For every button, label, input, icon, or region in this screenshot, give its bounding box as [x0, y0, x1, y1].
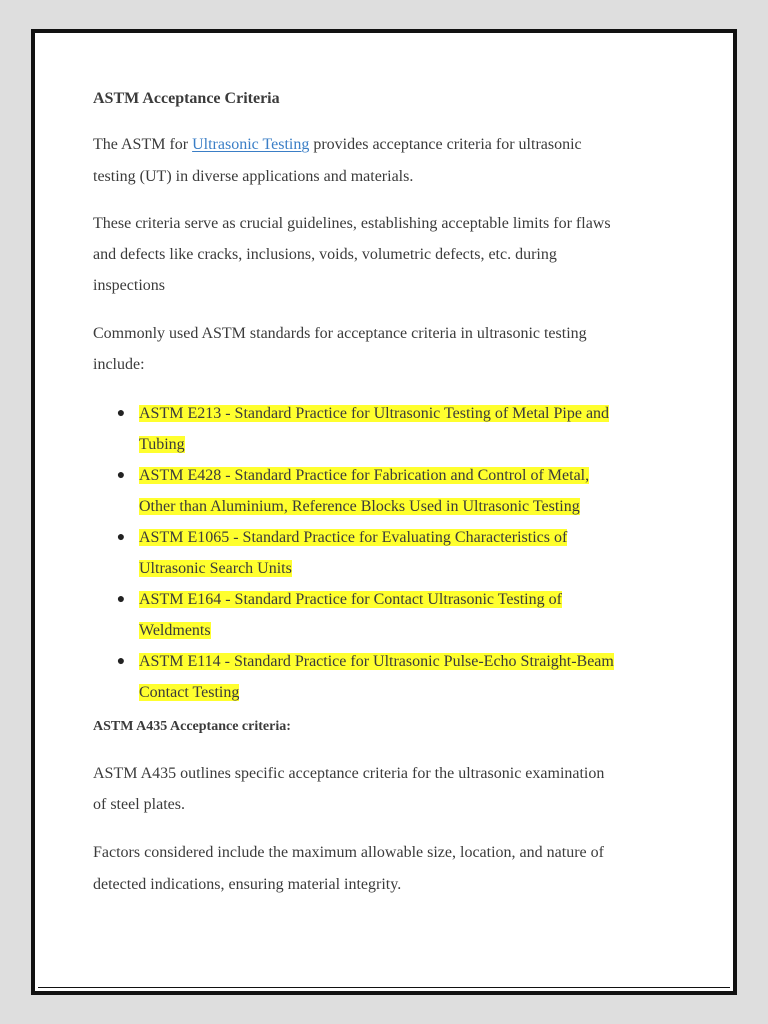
list-item-text: ASTM E114 - Standard Practice for Ultrasonic Pulse-Echo Straight-Beam: [139, 653, 614, 670]
common-standards-line-1: Commonly used ASTM standards for acceptance criteria in ultrasonic testing: [93, 325, 587, 342]
list-item-text: Weldments: [139, 622, 211, 639]
bullet-icon: ●: [116, 592, 126, 607]
criteria-line-3: inspections: [93, 277, 165, 294]
list-item-text: Other than Aluminium, Reference Blocks Used in Ultrasonic Testing: [139, 498, 580, 515]
list-item-line-2: [139, 615, 211, 646]
criteria-line-1: These criteria serve as crucial guidelines, establishing acceptable limits for flaws: [93, 215, 611, 232]
bullet-icon: ●: [116, 530, 126, 545]
list-item-text: Tubing: [139, 436, 185, 453]
list-item-line-2: [139, 491, 580, 522]
bullet-icon: ●: [116, 406, 126, 421]
list-item-text: ASTM E213 - Standard Practice for Ultrasonic Testing of Metal Pipe and: [139, 405, 610, 422]
bullet-icon: ●: [116, 654, 126, 669]
a435-outline-line-2: of steel plates.: [93, 796, 185, 813]
astm-standards-list: [115, 403, 678, 701]
page-bottom-rule: [38, 987, 730, 988]
astm-acceptance-section: [90, 88, 678, 376]
list-item-line-1: [139, 584, 562, 615]
list-item-text: Contact Testing: [139, 684, 240, 701]
list-item-line-2: [139, 553, 292, 584]
list-item-line-1: [139, 522, 567, 553]
list-item-line-2: [139, 429, 185, 460]
list-item-text: Ultrasonic Search Units: [139, 560, 292, 577]
a435-factors-line-1: Factors considered include the maximum allowable size, location, and nature of: [93, 844, 604, 861]
list-item-line-2: [139, 677, 239, 708]
ultrasonic-testing-link[interactable]: Ultrasonic Testing: [192, 136, 310, 153]
criteria-line-2: and defects like cracks, inclusions, voids, volumetric defects, etc. during: [93, 246, 557, 263]
intro-line-1: [93, 129, 582, 160]
astm-a435-section: [90, 718, 678, 911]
a435-factors-line-2: detected indications, ensuring material integrity.: [93, 876, 402, 893]
list-item-text: ASTM E1065 - Standard Practice for Evaluating Characteristics of: [139, 529, 568, 546]
list-item-text: ASTM E164 - Standard Practice for Contact Ultrasonic Testing of: [139, 591, 562, 608]
section-heading: ASTM Acceptance Criteria: [93, 90, 280, 107]
a435-outline-line-1: ASTM A435 outlines specific acceptance criteria for the ultrasonic examination: [93, 765, 605, 782]
intro-text-before-link: The ASTM for: [93, 136, 193, 153]
intro-line-2: testing (UT) in diverse applications and materials.: [93, 168, 414, 185]
list-item-line-1: [139, 646, 614, 677]
list-item-text: ASTM E428 - Standard Practice for Fabrication and Control of Metal,: [139, 467, 590, 484]
section-heading: ASTM A435 Acceptance criteria:: [93, 719, 291, 734]
bullet-icon: ●: [116, 468, 126, 483]
list-item-line-1: [139, 398, 609, 429]
common-standards-line-2: include:: [93, 356, 145, 373]
intro-text-after-link: provides acceptance criteria for ultrasonic: [309, 136, 582, 153]
list-item-line-1: [139, 460, 589, 491]
